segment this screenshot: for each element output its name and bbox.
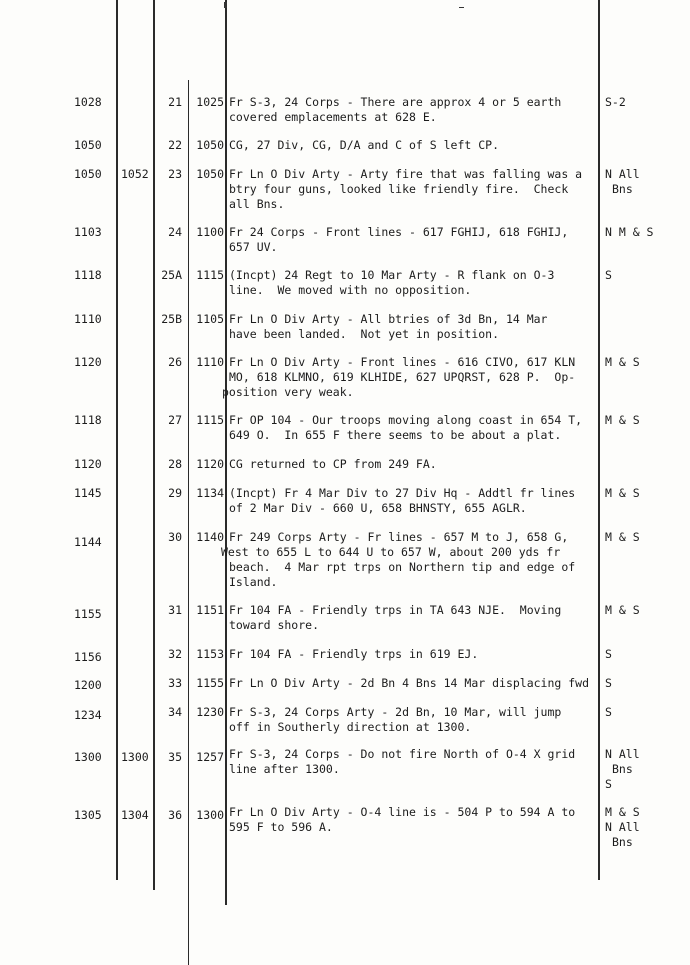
top-dash bbox=[459, 7, 464, 8]
entry-message-time: 1025 bbox=[196, 95, 224, 109]
entry-message-time: 1153 bbox=[196, 647, 224, 661]
entry-line: Fr 104 FA - Friendly trps in TA 643 NJE. Moving bbox=[229, 603, 562, 617]
entry-message-time: 1300 bbox=[196, 808, 224, 822]
entry-time: 1110 bbox=[74, 312, 102, 326]
entry-time: 1120 bbox=[74, 457, 102, 471]
entry-line: line after 1300. bbox=[229, 762, 340, 776]
entry-line: 657 UV. bbox=[229, 240, 278, 254]
entry-line: Fr Ln O Div Arty - 2d Bn 4 Bns 14 Mar displacing fwd bbox=[229, 676, 590, 690]
entry-time: 1050 bbox=[74, 138, 102, 152]
entry-line: 649 O. In 655 F there seems to be about a plat. bbox=[229, 428, 562, 442]
entry-line: (Incpt) Fr 4 Mar Div to 27 Div Hq - Addtl fr lines bbox=[229, 486, 576, 500]
entry-time: 1305 bbox=[74, 808, 102, 822]
entry-line: position very weak. bbox=[222, 385, 354, 399]
entry-message-time: 1230 bbox=[196, 705, 224, 719]
entry-number: 29 bbox=[168, 486, 182, 500]
entry-time: 1120 bbox=[74, 355, 102, 369]
entry-line: Fr S-3, 24 Corps - Do not fire North of O-4 X grid bbox=[229, 747, 576, 761]
entry-time: 1145 bbox=[74, 486, 102, 500]
entry-number: 33 bbox=[168, 676, 182, 690]
entry-line: Fr S-3, 24 Corps Arty - 2d Bn, 10 Mar, will jump bbox=[229, 705, 562, 719]
entry-time-received: 1052 bbox=[121, 167, 149, 181]
entry-time: 1300 bbox=[74, 750, 102, 764]
entry-line: Fr 249 Corps Arty - Fr lines - 657 M to J, 658 G, bbox=[229, 530, 569, 544]
entry-message-time: 1115 bbox=[196, 413, 224, 427]
entry-number: 25B bbox=[161, 312, 182, 326]
entry-time: 1234 bbox=[74, 708, 102, 722]
entry-action: S bbox=[605, 705, 612, 719]
entry-line: (Incpt) 24 Regt to 10 Mar Arty - R flank on O-3 bbox=[229, 268, 555, 282]
entry-time: 1118 bbox=[74, 413, 102, 427]
entry-line: CG returned to CP from 249 FA. bbox=[229, 457, 437, 471]
entry-line: all Bns. bbox=[229, 197, 285, 211]
entry-time: 1156 bbox=[74, 650, 102, 664]
entry-number: 23 bbox=[168, 167, 182, 181]
entry-time: 1144 bbox=[74, 535, 102, 549]
entry-line: off in Southerly direction at 1300. bbox=[229, 720, 472, 734]
entry-action: M & S bbox=[605, 413, 640, 427]
column-rule-3 bbox=[188, 80, 189, 965]
entry-action: M & S bbox=[605, 486, 640, 500]
column-rule-4 bbox=[225, 0, 227, 905]
entry-number: 35 bbox=[168, 750, 182, 764]
entry-action: Bns bbox=[612, 762, 633, 776]
entry-message-time: 1257 bbox=[196, 750, 224, 764]
entry-action: N All bbox=[605, 167, 640, 181]
entry-line: covered emplacements at 628 E. bbox=[229, 110, 437, 124]
entry-message-time: 1155 bbox=[196, 676, 224, 690]
entry-number: 21 bbox=[168, 95, 182, 109]
entry-action: M & S bbox=[605, 603, 640, 617]
entry-time: 1050 bbox=[74, 167, 102, 181]
entry-time: 1028 bbox=[74, 95, 102, 109]
entry-line: Fr 104 FA - Friendly trps in 619 EJ. bbox=[229, 647, 479, 661]
entry-number: 30 bbox=[168, 530, 182, 544]
entry-message-time: 1140 bbox=[196, 530, 224, 544]
entry-line: of 2 Mar Div - 660 U, 658 BHNSTY, 655 AGLR. bbox=[229, 501, 527, 515]
entry-action: Bns bbox=[612, 182, 633, 196]
entry-number: 25A bbox=[161, 268, 182, 282]
entry-line: Island. bbox=[229, 575, 278, 589]
entry-number: 32 bbox=[168, 647, 182, 661]
entry-line: toward shore. bbox=[229, 618, 320, 632]
entry-time: 1103 bbox=[74, 225, 102, 239]
entry-line: have been landed. Not yet in position. bbox=[229, 327, 500, 341]
entry-action: M & S bbox=[605, 355, 640, 369]
entry-line: Fr S-3, 24 Corps - There are approx 4 or 5 earth bbox=[229, 95, 562, 109]
entry-line: CG, 27 Div, CG, D/A and C of S left CP. bbox=[229, 138, 500, 152]
entry-action: N M & S bbox=[605, 225, 654, 239]
entry-time-received: 1300 bbox=[121, 750, 149, 764]
entry-message-time: 1050 bbox=[196, 167, 224, 181]
entry-line: West to 655 L to 644 U to 657 W, about 200 yds fr bbox=[221, 545, 561, 559]
column-rule-2 bbox=[153, 0, 155, 890]
entry-line: 595 F to 596 A. bbox=[229, 820, 333, 834]
entry-action: N All bbox=[605, 747, 640, 761]
entry-action: M & S bbox=[605, 530, 640, 544]
entry-line: Fr Ln O Div Arty - Front lines - 616 CIVO, 617 KLN bbox=[229, 355, 576, 369]
entry-time-received: 1304 bbox=[121, 808, 149, 822]
entry-message-time: 1105 bbox=[196, 312, 224, 326]
entry-time: 1118 bbox=[74, 268, 102, 282]
entry-message-time: 1120 bbox=[196, 457, 224, 471]
top-mark bbox=[224, 2, 227, 8]
entry-message-time: 1115 bbox=[196, 268, 224, 282]
entry-number: 36 bbox=[168, 808, 182, 822]
entry-line: Fr OP 104 - Our troops moving along coast in 654 T, bbox=[229, 413, 583, 427]
column-rule-1 bbox=[116, 0, 118, 880]
entry-message-time: 1100 bbox=[196, 225, 224, 239]
entry-line: beach. 4 Mar rpt trps on Northern tip and edge of bbox=[229, 560, 576, 574]
entry-number: 22 bbox=[168, 138, 182, 152]
entry-number: 24 bbox=[168, 225, 182, 239]
entry-line: line. We moved with no opposition. bbox=[229, 283, 472, 297]
entry-action: S bbox=[605, 777, 612, 791]
entry-line: Fr Ln O Div Arty - Arty fire that was falling was a bbox=[229, 167, 583, 181]
entry-line: btry four guns, looked like friendly fire. Check bbox=[229, 182, 569, 196]
entry-time: 1155 bbox=[74, 607, 102, 621]
entry-number: 28 bbox=[168, 457, 182, 471]
entry-message-time: 1110 bbox=[196, 355, 224, 369]
entry-action: S bbox=[605, 268, 612, 282]
entry-action: Bns bbox=[612, 835, 633, 849]
entry-line: Fr Ln O Div Arty - All btries of 3d Bn, 14 Mar bbox=[229, 312, 548, 326]
entry-number: 34 bbox=[168, 705, 182, 719]
entry-number: 26 bbox=[168, 355, 182, 369]
entry-line: Fr Ln O Div Arty - O-4 line is - 504 P to 594 A to bbox=[229, 805, 576, 819]
entry-line: Fr 24 Corps - Front lines - 617 FGHIJ, 618 FGHIJ, bbox=[229, 225, 569, 239]
entry-number: 31 bbox=[168, 603, 182, 617]
entry-action: N All bbox=[605, 820, 640, 834]
entry-action: S bbox=[605, 676, 612, 690]
entry-number: 27 bbox=[168, 413, 182, 427]
entry-action: S-2 bbox=[605, 95, 626, 109]
entry-action: S bbox=[605, 647, 612, 661]
entry-time: 1200 bbox=[74, 678, 102, 692]
entry-message-time: 1050 bbox=[196, 138, 224, 152]
entry-message-time: 1151 bbox=[196, 603, 224, 617]
entry-action: M & S bbox=[605, 805, 640, 819]
entry-message-time: 1134 bbox=[196, 486, 224, 500]
entry-line: MO, 618 KLMNO, 619 KLHIDE, 627 UPQRST, 628 P. Op- bbox=[229, 370, 576, 384]
